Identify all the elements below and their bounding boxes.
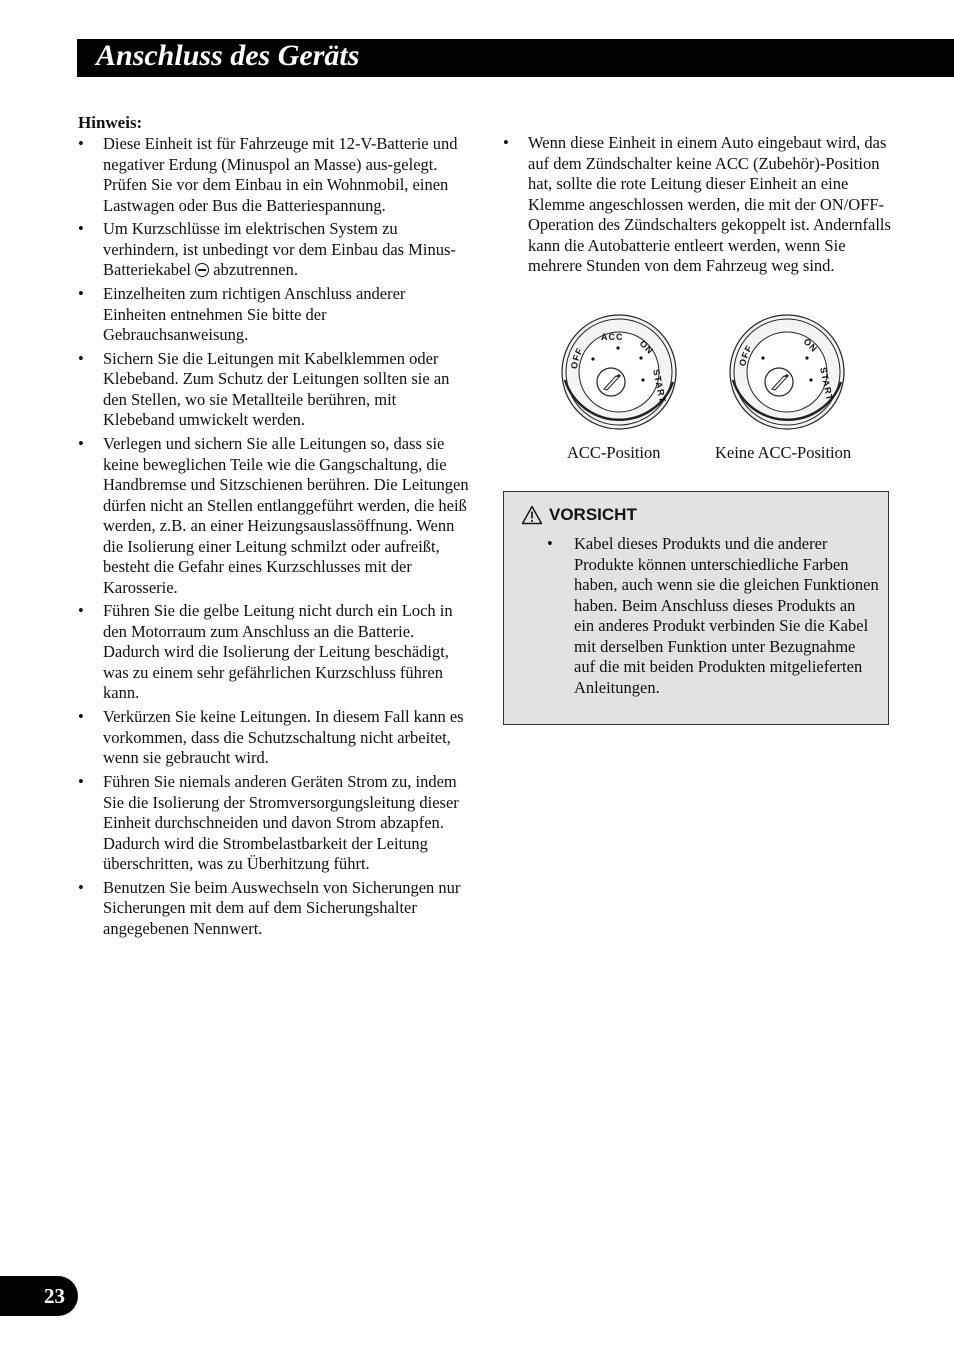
minus-terminal-icon [195, 263, 209, 277]
label-off: OFF [737, 343, 755, 368]
right-column [503, 133, 891, 280]
page-title: Anschluss des Geräts [96, 39, 360, 72]
left-column [78, 113, 470, 943]
list-item: • Führen Sie die gelbe Leitung nicht durch ein Loch in den Motorraum zum Anschluss an die Batterie. Dadurch wird die Isolierung der Leitung beschädigt, was zu einem sehr gefährlichen Kurzschluss führen kann. [78, 601, 470, 704]
list-item: • Benutzen Sie beim Auswechseln von Sicherungen nur Sicherungen mit dem auf dem Sicherungshalter angegebenen Nennwert. [78, 878, 470, 940]
figure-caption-no-acc: Keine ACC-Position [715, 443, 852, 462]
note-heading: Hinweis: [78, 113, 143, 132]
label-start: START [818, 366, 835, 403]
ignition-switch-acc-figure [555, 310, 685, 445]
list-item: • Verkürzen Sie keine Leitungen. In diesem Fall kann es vorkommen, dass die Schutzschaltung nicht arbeitet, wenn sie gebraucht wird. [78, 707, 470, 769]
list-item: • Wenn diese Einheit in einem Auto eingebaut wird, das auf dem Zündschalter keine ACC (Zubehör)-Position hat, sollte die rote Leitung dieser Einheit an eine Klemme angeschlossen werden, die mit der ON/OFF-Operation des Zündschalters gekoppelt ist. Andernfalls kann die Autobatterie entleert werden, wenn Sie mehrere Stunden von dem Fahrzeug weg sind. [503, 133, 891, 277]
list-item [78, 219, 470, 281]
list-item: • Sichern Sie die Leitungen mit Kabelklemmen oder Klebeband. Zum Schutz der Leitungen sollten sie an den Stellen, wo sie Metallteile berühren, mit Klebeband umwickelt werden. [78, 349, 470, 431]
list-item-text: Um Kurzschlüsse im elektrischen System zu verhindern, ist unbedingt vor dem Einbau das Minus-Batteriekabel [103, 219, 456, 280]
list-item: • Einzelheiten zum richtigen Anschluss anderer Einheiten entnehmen Sie bitte der Gebrauchsanweisung. [78, 284, 470, 346]
list-item: • Kabel dieses Produkts und die anderer Produkte können unterschiedliche Farben haben, auch wenn sie die gleichen Funktionen haben. Beim Anschluss dieses Produkts an ein anderes Produkt verbinden Sie die Kabel mit derselben Funktion unter Bezugnahme auf die mit beiden Produkten mitgelieferten Anleitungen. [549, 534, 879, 698]
list-item: • Diese Einheit ist für Fahrzeuge mit 12-V-Batterie und negativer Erdung (Minuspol an Masse) aus-gelegt. Prüfen Sie vor dem Einbau in ein Wohnmobil, einen Lastwagen oder Bus die Batteriespannung. [78, 134, 470, 216]
caution-list [549, 534, 879, 701]
caution-header [521, 505, 637, 525]
list-item: • Verlegen und sichern Sie alle Leitungen so, dass sie keine beweglichen Teile wie die Gangschaltung, die Handbremse und Sitzschienen berühren. Die Leitungen dürfen nicht an Stellen entlanggeführt werden, die heiß werden, z.B. an einer Heizungsauslassöffnung. Wenn die Isolierung einer Leitung schmilzt oder aufreißt, besteht die Gefahr eines Kurzschlusses mit der Karosserie. [78, 434, 470, 598]
label-start: START [651, 368, 668, 405]
note-list [78, 134, 470, 939]
figure-caption-acc: ACC-Position [567, 443, 661, 462]
page-number: 23 [44, 1284, 65, 1308]
list-item-text: abzutrennen. [213, 260, 298, 280]
list-item: • Führen Sie niemals anderen Geräten Strom zu, indem Sie die Isolierung der Stromversorgungsleitung dieser Einheit durchschneiden und davon Strom abzapfen. Dadurch wird die Strombelastbarkeit der Leitung überschritten, was zu Überhitzung führt. [78, 772, 470, 875]
warning-triangle-icon [521, 505, 543, 525]
right-note-list [503, 133, 891, 277]
page-header [77, 39, 954, 77]
label-on: ON [801, 336, 820, 355]
label-on: ON [637, 338, 656, 357]
label-acc: ACC [601, 332, 624, 342]
label-off: OFF [568, 345, 586, 370]
ignition-switch-no-acc-icon [723, 310, 853, 440]
caution-box [503, 491, 889, 725]
ignition-switch-acc-icon [555, 310, 685, 440]
caution-title: VORSICHT [549, 505, 637, 524]
page-number-tab [0, 1276, 78, 1316]
ignition-switch-no-acc-figure [723, 310, 853, 445]
